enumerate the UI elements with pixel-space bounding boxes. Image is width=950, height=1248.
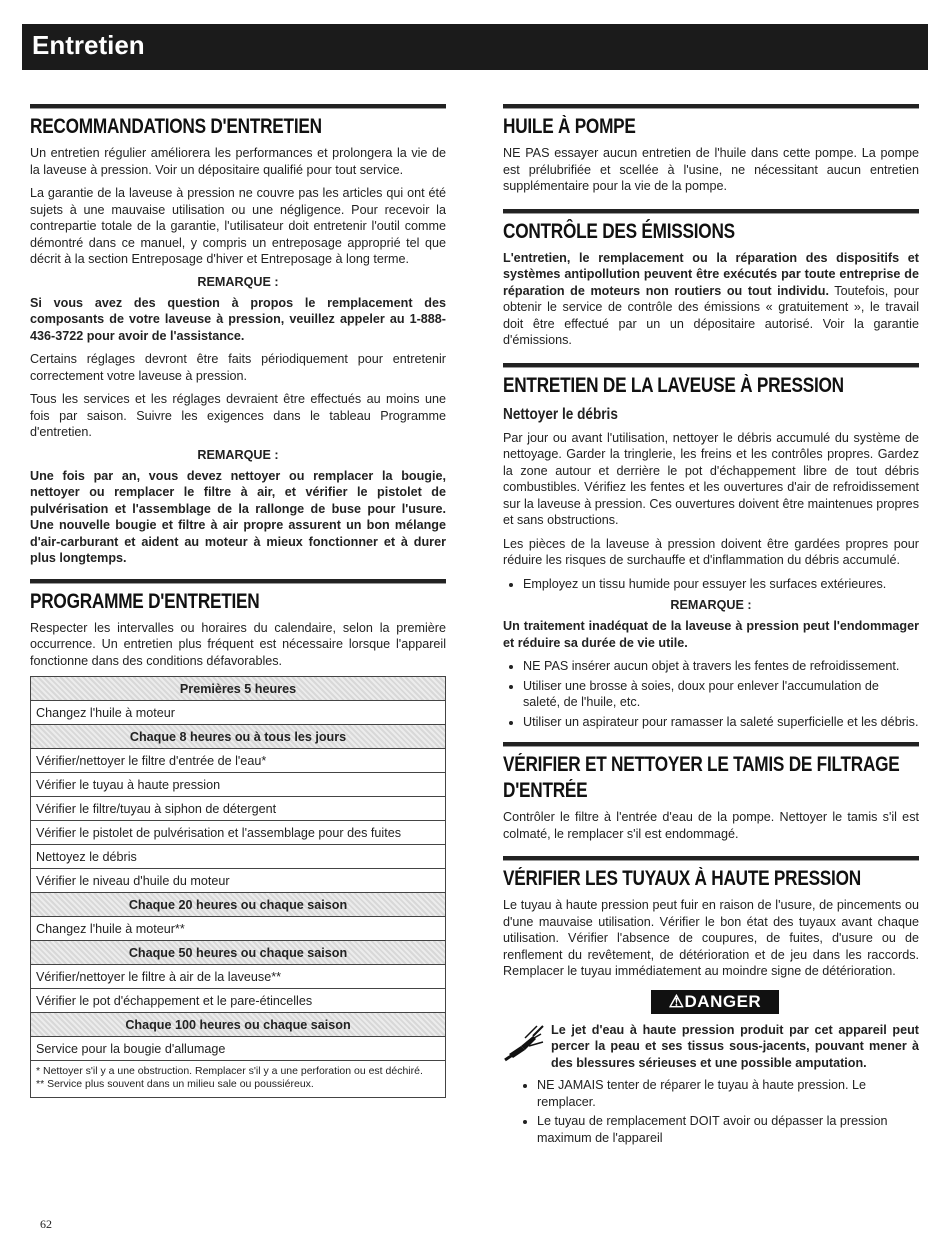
section-rule (30, 579, 446, 584)
paragraph: Contrôler le filtre à l'entrée d'eau de la pompe. Nettoyer le tamis s'il est colmaté, le remplacer s'il est endommagé. (503, 810, 919, 841)
section-rule (503, 856, 919, 861)
heading-emissions-control: CONTRÔLE DES ÉMISSIONS (503, 219, 735, 243)
note-label: REMARQUE : (197, 274, 279, 289)
note-label: REMARQUE : (197, 447, 279, 462)
schedule-task: Vérifier le filtre/tuyau à siphon de détergent (31, 797, 446, 821)
schedule-task: Changez l'huile à moteur (31, 701, 446, 725)
danger-text: Le jet d'eau à haute pression produit par cet appareil peut percer la peau et ses tissus sous-jacents, pouvant mener à des blessures sérieuses et une possible amputation. (551, 1022, 919, 1070)
section-rule (30, 104, 446, 109)
heading-maintenance-recommendations: RECOMMANDATIONS D'ENTRETIEN (30, 115, 322, 138)
paragraph: La garantie de la laveuse à pression ne couvre pas les articles qui ont été sujets à une mauvaise utilisation ou une négligence. Pour recevoir la contrepartie totale de la garantie, l'utilisateur doit entretenir l'outil comme démontré dans ce manuel, y compris un entreposage approprié tel que décrit à la section Entreposage d'hiver et Entreposage à long terme. (30, 186, 446, 266)
bullet-list (503, 658, 919, 730)
section-rule (503, 104, 919, 109)
schedule-task: Nettoyez le débris (31, 845, 446, 869)
footnote: ** Service plus souvent dans un milieu sale ou poussiéreux. (36, 1078, 314, 1090)
paragraph: Certains réglages devront être faits périodiquement pour entretenir correctement votre laveuse à pression. (30, 352, 446, 383)
bullet-list (503, 1077, 919, 1146)
schedule-task: Changez l'huile à moteur** (31, 917, 446, 941)
emissions-text: Toutefois, pour obtenir le service de contrôle des émissions « gratuitement », le travail doit être effectué par un un dépositaire autorisé. Voir la garantie d'émissions. (503, 283, 920, 347)
heading-inlet-filter: VÉRIFIER ET NETTOYER LE TAMIS DE FILTRAGE (503, 753, 900, 776)
heading-washer-maintenance: ENTRETIEN DE LA LAVEUSE À PRESSION (503, 373, 844, 397)
schedule-footnotes (31, 1061, 446, 1098)
schedule-interval-header: Chaque 50 heures ou chaque saison (31, 941, 446, 965)
schedule-interval-header: Premières 5 heures (31, 677, 446, 701)
heading-maintenance-schedule: PROGRAMME D'ENTRETIEN (30, 589, 260, 613)
paragraph: Respecter les intervalles ou horaires du calendaire, selon la première occurrence. Un entretien plus fréquent est nécessaire lorsque l'appareil fonctionne dans des conditions défavorables. (30, 620, 446, 668)
maintenance-schedule-table (30, 676, 446, 1098)
schedule-task: Service pour la bougie d'allumage (31, 1037, 446, 1061)
heading-inlet-filter-line2: D'ENTRÉE (503, 779, 588, 802)
paragraph: NE PAS essayer aucun entretien de l'huile dans cette pompe. La pompe est prélubrifiée et scellée à l'usine, ne nécessitant aucun entretien supplémentaire pour la vie de la pompe. (503, 146, 919, 193)
section-rule (503, 363, 919, 368)
schedule-task: Vérifier le pot d'échappement et le pare-étincelles (31, 989, 446, 1013)
paragraph: Par jour ou avant l'utilisation, nettoyer le débris accumulé du système de nettoyage. Garder la tringlerie, les freins et les contrôles propres. Gardez la zone autour et derrière le pot d'échappement libre de tout débris combustibles. Vérifiez les fentes et les ouvertures d'air de refroidissement sur la laveuse à pression. Ces ouvertures doivent être maintenues propres et sans obstructions. (503, 430, 919, 527)
left-column (30, 104, 446, 1098)
injection-hazard-icon (503, 1022, 545, 1062)
list-item: • Employez un tissu humide pour essuyer les surfaces extérieures. (523, 576, 919, 593)
list-item: • Utiliser une brosse à soies, doux pour enlever l'accumulation de saleté, de l'huile, etc. (523, 678, 919, 711)
page-number: 62 (40, 1217, 52, 1231)
paragraph: Le tuyau à haute pression peut fuir en raison de l'usure, de pincements ou d'une mauvaise utilisation. Vérifier le bon état des tuyaux avant chaque utilisation. Vérifier l'absence de coupures, de fuites, d'usure ou de renflement du revêtement, de détérioration et de jeu dans les raccords. Remplacer le tuyau immédiatement au moindre signe de détérioration. (503, 898, 919, 978)
danger-label: ⚠DANGER (651, 990, 779, 1014)
note-text: Un traitement inadéquat de la laveuse à pression peut l'endommager et réduire sa durée de vie utile. (503, 619, 919, 650)
heading-pump-oil: HUILE À POMPE (503, 115, 636, 138)
schedule-task: Vérifier/nettoyer le filtre d'entrée de l'eau* (31, 749, 446, 773)
section-rule (503, 742, 919, 747)
list-item: • NE PAS insérer aucun objet à travers les fentes de refroidissement. (523, 658, 919, 675)
section-title: Entretien (32, 30, 145, 60)
schedule-task: Vérifier le tuyau à haute pression (31, 773, 446, 797)
paragraph: Un entretien régulier améliorera les performances et prolongera la vie de la laveuse à pression. Voir un dépositaire qualifié pour tout service. (30, 146, 446, 177)
paragraph: Les pièces de la laveuse à pression doivent être gardées propres pour réduire les risques de surchauffe et d'inflammation du débris accumulé. (503, 536, 919, 567)
right-column (503, 104, 919, 1152)
bullet-list (503, 576, 919, 593)
list-item: • Le tuyau de remplacement DOIT avoir ou dépasser la pression maximum de l'appareil (537, 1113, 919, 1146)
schedule-task: Vérifier le niveau d'huile du moteur (31, 869, 446, 893)
note-label: REMARQUE : (670, 598, 752, 612)
section-rule (503, 209, 919, 214)
list-item: • Utiliser un aspirateur pour ramasser la saleté superficielle et les débris. (523, 714, 919, 731)
danger-warning (503, 1022, 919, 1072)
paragraph (503, 250, 919, 349)
heading-high-pressure-hoses: VÉRIFIER LES TUYAUX À HAUTE PRESSION (503, 867, 861, 890)
emissions-bold-text: L'entretien, le remplacement ou la réparation des dispositifs et systèmes antipollution peuvent être exécutés par toute entreprise de réparation de moteurs non routiers ou tout individu. (503, 250, 919, 298)
note-text: Si vous avez des question à propos le remplacement des composants de votre laveuse à pression, veuillez appeler au 1-888-436-3722 pour avoir de l'assistance. (30, 295, 446, 343)
note-text: Une fois par an, vous devez nettoyer ou remplacer la bougie, nettoyer ou remplacer le filtre à air, et vérifier le pistolet de pulvérisation et l'assemblage de la rallonge de buse pour l'usure. Une nouvelle bougie et filtre à air propre assurent un bon mélange d'air-carburant et aident au moteur à mieux fonctionner et à durer plus longtemps. (30, 468, 446, 565)
footnote: * Nettoyer s'il y a une obstruction. Remplacer s'il y a une perforation ou est déchiré. (36, 1065, 423, 1077)
schedule-task: Vérifier/nettoyer le filtre à air de la laveuse** (31, 965, 446, 989)
schedule-task: Vérifier le pistolet de pulvérisation et l'assemblage pour des fuites (31, 821, 446, 845)
list-item: • NE JAMAIS tenter de réparer le tuyau à haute pression. Le remplacer. (537, 1077, 919, 1110)
subheading-clean-debris: Nettoyer le débris (503, 405, 618, 423)
schedule-interval-header: Chaque 8 heures ou à tous les jours (31, 725, 446, 749)
schedule-interval-header: Chaque 100 heures ou chaque saison (31, 1013, 446, 1037)
section-header-bar (22, 24, 928, 70)
schedule-interval-header: Chaque 20 heures ou chaque saison (31, 893, 446, 917)
paragraph: Tous les services et les réglages devraient être effectués au moins une fois par saison. Suivre les exigences dans le tableau Programme d'entretien. (30, 392, 446, 439)
